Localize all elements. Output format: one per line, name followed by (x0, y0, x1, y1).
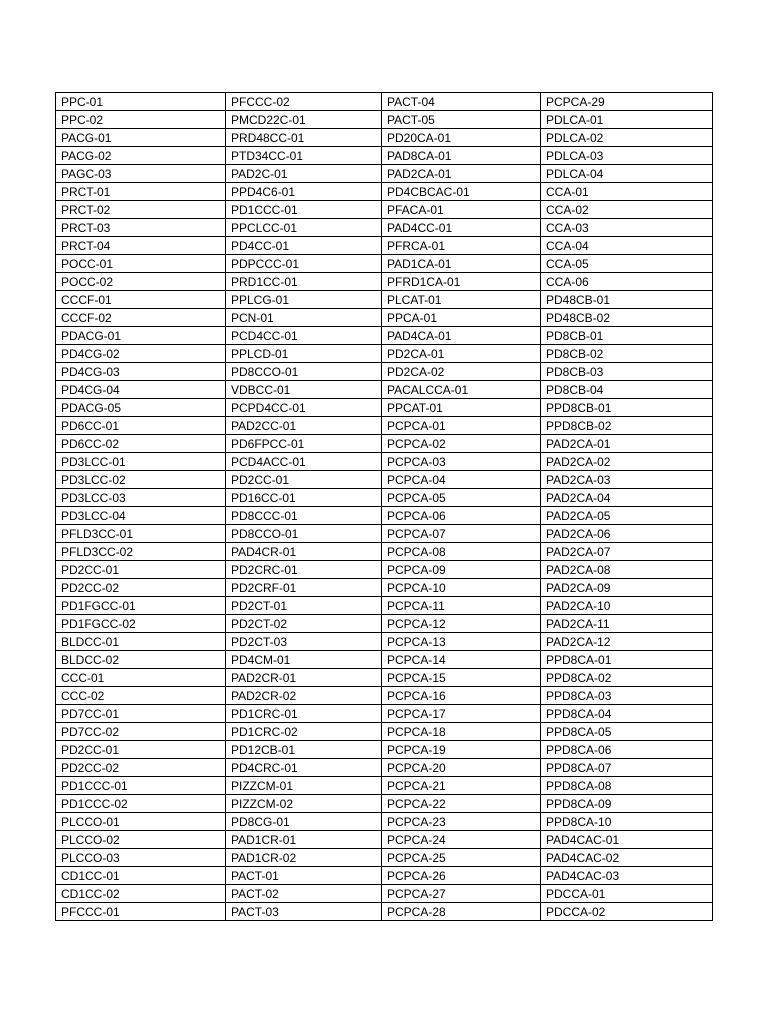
table-row (56, 165, 713, 183)
table-cell: PD2CC-01 (56, 561, 226, 579)
table-cell: PPD8CA-10 (541, 813, 713, 831)
table-cell: CCA-06 (541, 273, 713, 291)
table-cell: PPD8CA-09 (541, 795, 713, 813)
table-cell: PCPCA-04 (382, 471, 541, 489)
table-cell: PPCLCC-01 (226, 219, 382, 237)
table-cell: PD3LCC-02 (56, 471, 226, 489)
table-cell: PCPCA-05 (382, 489, 541, 507)
table-cell: PRCT-04 (56, 237, 226, 255)
table-cell: PD2CRF-01 (226, 579, 382, 597)
table-cell: PPD8CA-04 (541, 705, 713, 723)
table-cell: CCCF-02 (56, 309, 226, 327)
table-cell: PIZZCM-02 (226, 795, 382, 813)
table-cell: PDLCA-03 (541, 147, 713, 165)
table-row (56, 291, 713, 309)
table-cell: PAD1CR-01 (226, 831, 382, 849)
table-cell: PD8CCO-01 (226, 525, 382, 543)
table-row (56, 381, 713, 399)
table-cell: BLDCC-01 (56, 633, 226, 651)
table-cell: PCPCA-23 (382, 813, 541, 831)
table-cell: PAD2CA-10 (541, 597, 713, 615)
table-row (56, 795, 713, 813)
table-cell: PD4CBCAC-01 (382, 183, 541, 201)
table-cell: CCC-02 (56, 687, 226, 705)
table-cell: PCPCA-18 (382, 723, 541, 741)
table-cell: PAD4CC-01 (382, 219, 541, 237)
table-cell: PAD2CA-08 (541, 561, 713, 579)
table-row (56, 525, 713, 543)
table-cell: PRD48CC-01 (226, 129, 382, 147)
table-cell: PD48CB-02 (541, 309, 713, 327)
table-cell: PAD2CA-12 (541, 633, 713, 651)
table-cell: PPD8CA-07 (541, 759, 713, 777)
table-cell: PCPCA-25 (382, 849, 541, 867)
table-row (56, 651, 713, 669)
table-cell: PCPCA-03 (382, 453, 541, 471)
table-cell: PD2CT-02 (226, 615, 382, 633)
table-cell: PCPCA-02 (382, 435, 541, 453)
table-row (56, 561, 713, 579)
table-row (56, 471, 713, 489)
table-cell: CCA-04 (541, 237, 713, 255)
table-cell: PAGC-03 (56, 165, 226, 183)
table-cell: PCPCA-24 (382, 831, 541, 849)
table-cell: PAD2CA-06 (541, 525, 713, 543)
table-row (56, 687, 713, 705)
table-cell: PD8CB-01 (541, 327, 713, 345)
table-cell: PAD1CA-01 (382, 255, 541, 273)
table-cell: PFACA-01 (382, 201, 541, 219)
table-cell: PFCCC-01 (56, 903, 226, 921)
table-cell: PFRCA-01 (382, 237, 541, 255)
table-cell: PAD2CA-01 (382, 165, 541, 183)
table-cell: PD1CRC-01 (226, 705, 382, 723)
table-cell: PAD2CA-03 (541, 471, 713, 489)
table-cell: PD1CCC-01 (226, 201, 382, 219)
table-cell: PPD8CA-03 (541, 687, 713, 705)
table-cell: PCN-01 (226, 309, 382, 327)
table-cell: PCD4ACC-01 (226, 453, 382, 471)
table-row (56, 345, 713, 363)
table-cell: PAD2CA-07 (541, 543, 713, 561)
table-cell: PD2CC-01 (56, 741, 226, 759)
table-row (56, 579, 713, 597)
table-cell: PAD2CA-11 (541, 615, 713, 633)
table-cell: PCPD4CC-01 (226, 399, 382, 417)
table-cell: PPD4C6-01 (226, 183, 382, 201)
table-cell: PD8CB-03 (541, 363, 713, 381)
table-cell: PAD2CA-09 (541, 579, 713, 597)
table-row (56, 597, 713, 615)
table-row (56, 219, 713, 237)
table-cell: PD8CB-02 (541, 345, 713, 363)
table-cell: PCPCA-10 (382, 579, 541, 597)
table-cell: PFCCC-02 (226, 93, 382, 111)
table-cell: CCA-05 (541, 255, 713, 273)
table-row (56, 399, 713, 417)
table-cell: PACG-02 (56, 147, 226, 165)
table-cell: PCPCA-07 (382, 525, 541, 543)
table-cell: PLCAT-01 (382, 291, 541, 309)
table-row (56, 237, 713, 255)
table-cell: PFRD1CA-01 (382, 273, 541, 291)
table-cell: PPCA-01 (382, 309, 541, 327)
table-cell: CCA-02 (541, 201, 713, 219)
table-row (56, 885, 713, 903)
table-cell: PCPCA-17 (382, 705, 541, 723)
table-cell: PPD8CA-06 (541, 741, 713, 759)
table-cell: PD2CC-01 (226, 471, 382, 489)
table-row (56, 813, 713, 831)
table-cell: PCD4CC-01 (226, 327, 382, 345)
table-cell: PD2CRC-01 (226, 561, 382, 579)
table-cell: PD4CG-02 (56, 345, 226, 363)
table-row (56, 615, 713, 633)
table-cell: PD2CA-01 (382, 345, 541, 363)
table-cell: BLDCC-02 (56, 651, 226, 669)
table-cell: PD6FPCC-01 (226, 435, 382, 453)
table-cell: PDLCA-01 (541, 111, 713, 129)
table-cell: PAD4CA-01 (382, 327, 541, 345)
table-cell: PAD2CA-02 (541, 453, 713, 471)
table-cell: PCPCA-21 (382, 777, 541, 795)
table-cell: PCPCA-11 (382, 597, 541, 615)
table-cell: PD4CM-01 (226, 651, 382, 669)
table-cell: PCPCA-14 (382, 651, 541, 669)
table-cell: PCPCA-01 (382, 417, 541, 435)
table-cell: PDLCA-02 (541, 129, 713, 147)
table-row (56, 903, 713, 921)
table-cell: PDLCA-04 (541, 165, 713, 183)
table-cell: PD1CRC-02 (226, 723, 382, 741)
table-cell: PAD2CR-02 (226, 687, 382, 705)
table-cell: PD20CA-01 (382, 129, 541, 147)
table-cell: PPD8CB-01 (541, 399, 713, 417)
table-cell: PAD2CA-01 (541, 435, 713, 453)
table-cell: PD4CG-04 (56, 381, 226, 399)
table-row (56, 849, 713, 867)
table-cell: PMCD22C-01 (226, 111, 382, 129)
table-cell: PPC-02 (56, 111, 226, 129)
table-cell: PD8CB-04 (541, 381, 713, 399)
table-cell: PAD4CAC-03 (541, 867, 713, 885)
table-cell: PCPCA-12 (382, 615, 541, 633)
table-cell: PCPCA-28 (382, 903, 541, 921)
table-row (56, 255, 713, 273)
table-cell: PPC-01 (56, 93, 226, 111)
table-cell: POCC-02 (56, 273, 226, 291)
table-cell: PPCAT-01 (382, 399, 541, 417)
table-row (56, 327, 713, 345)
table-cell: PAD4CAC-02 (541, 849, 713, 867)
table-row (56, 489, 713, 507)
table-cell: PAD2CR-01 (226, 669, 382, 687)
table-cell: PCPCA-15 (382, 669, 541, 687)
table-cell: PD2CT-03 (226, 633, 382, 651)
table-cell: PLCCO-01 (56, 813, 226, 831)
table-cell: PCPCA-08 (382, 543, 541, 561)
table-row (56, 129, 713, 147)
table-row (56, 543, 713, 561)
table-cell: PCPCA-19 (382, 741, 541, 759)
table-cell: PACT-03 (226, 903, 382, 921)
table-row (56, 633, 713, 651)
table-cell: PD4CC-01 (226, 237, 382, 255)
table-cell: PD2CT-01 (226, 597, 382, 615)
table-cell: PCPCA-26 (382, 867, 541, 885)
table-row (56, 507, 713, 525)
table-cell: CCCF-01 (56, 291, 226, 309)
table-cell: POCC-01 (56, 255, 226, 273)
table-row (56, 705, 713, 723)
table-cell: PD3LCC-01 (56, 453, 226, 471)
table-cell: PD7CC-01 (56, 705, 226, 723)
table-row (56, 363, 713, 381)
table-row (56, 831, 713, 849)
table-row (56, 453, 713, 471)
table-cell: PD8CCO-01 (226, 363, 382, 381)
table-cell: PRCT-03 (56, 219, 226, 237)
table-cell: PAD1CR-02 (226, 849, 382, 867)
table-cell: PD1CCC-01 (56, 777, 226, 795)
table-cell: CCA-01 (541, 183, 713, 201)
table-cell: PAD4CR-01 (226, 543, 382, 561)
table-cell: CCC-01 (56, 669, 226, 687)
table-cell: PPD8CB-02 (541, 417, 713, 435)
table-cell: PTD34CC-01 (226, 147, 382, 165)
table-cell: PD2CC-02 (56, 759, 226, 777)
table-cell: PPLCG-01 (226, 291, 382, 309)
table-cell: PDACG-01 (56, 327, 226, 345)
table-cell: PD3LCC-03 (56, 489, 226, 507)
table-cell: PFLD3CC-01 (56, 525, 226, 543)
table-cell: PCPCA-16 (382, 687, 541, 705)
table-row (56, 759, 713, 777)
table-cell: CD1CC-02 (56, 885, 226, 903)
table-cell: PACG-01 (56, 129, 226, 147)
table-cell: PAD2C-01 (226, 165, 382, 183)
table-cell: PCPCA-27 (382, 885, 541, 903)
table-cell: PAD2CC-01 (226, 417, 382, 435)
table-row (56, 309, 713, 327)
table-cell: PRCT-02 (56, 201, 226, 219)
table-cell: PD7CC-02 (56, 723, 226, 741)
codes-table (55, 92, 713, 921)
table-cell: PACT-02 (226, 885, 382, 903)
table-cell: PD8CCC-01 (226, 507, 382, 525)
table-row (56, 723, 713, 741)
table-cell: PACALCCA-01 (382, 381, 541, 399)
table-cell: PACT-04 (382, 93, 541, 111)
table-row (56, 777, 713, 795)
table-cell: PDACG-05 (56, 399, 226, 417)
table-cell: PPD8CA-01 (541, 651, 713, 669)
table-row (56, 93, 713, 111)
table-cell: CCA-03 (541, 219, 713, 237)
table-row (56, 417, 713, 435)
table-row (56, 435, 713, 453)
table-cell: PLCCO-03 (56, 849, 226, 867)
table-row (56, 183, 713, 201)
table-cell: PACT-05 (382, 111, 541, 129)
table-cell: PD48CB-01 (541, 291, 713, 309)
table-cell: PD8CG-01 (226, 813, 382, 831)
table-cell: PCPCA-29 (541, 93, 713, 111)
table-cell: PCPCA-09 (382, 561, 541, 579)
table-cell: PDCCA-01 (541, 885, 713, 903)
table-cell: PCPCA-20 (382, 759, 541, 777)
table-row (56, 273, 713, 291)
table-cell: CD1CC-01 (56, 867, 226, 885)
table-cell: PIZZCM-01 (226, 777, 382, 795)
table-cell: PD12CB-01 (226, 741, 382, 759)
table-cell: PCPCA-13 (382, 633, 541, 651)
table-cell: PPD8CA-08 (541, 777, 713, 795)
table-cell: PDCCA-02 (541, 903, 713, 921)
table-cell: PD6CC-01 (56, 417, 226, 435)
table-cell: PFLD3CC-02 (56, 543, 226, 561)
codes-table-body (56, 93, 713, 921)
table-row (56, 147, 713, 165)
table-cell: PLCCO-02 (56, 831, 226, 849)
table-cell: PD2CC-02 (56, 579, 226, 597)
table-cell: PD1FGCC-01 (56, 597, 226, 615)
table-cell: PD16CC-01 (226, 489, 382, 507)
table-cell: PCPCA-06 (382, 507, 541, 525)
table-cell: PAD4CAC-01 (541, 831, 713, 849)
table-cell: VDBCC-01 (226, 381, 382, 399)
table-cell: PD2CA-02 (382, 363, 541, 381)
table-cell: PD1CCC-02 (56, 795, 226, 813)
table-cell: PD1FGCC-02 (56, 615, 226, 633)
table-row (56, 669, 713, 687)
table-cell: PRD1CC-01 (226, 273, 382, 291)
table-cell: PCPCA-22 (382, 795, 541, 813)
table-row (56, 741, 713, 759)
table-cell: PPD8CA-05 (541, 723, 713, 741)
table-cell: PD3LCC-04 (56, 507, 226, 525)
table-cell: PD4CG-03 (56, 363, 226, 381)
table-row (56, 111, 713, 129)
table-cell: PD6CC-02 (56, 435, 226, 453)
table-cell: PPD8CA-02 (541, 669, 713, 687)
table-cell: PDPCCC-01 (226, 255, 382, 273)
table-cell: PAD2CA-05 (541, 507, 713, 525)
table-row (56, 867, 713, 885)
table-cell: PAD2CA-04 (541, 489, 713, 507)
table-cell: PD4CRC-01 (226, 759, 382, 777)
table-cell: PPLCD-01 (226, 345, 382, 363)
table-cell: PRCT-01 (56, 183, 226, 201)
table-row (56, 201, 713, 219)
table-cell: PAD8CA-01 (382, 147, 541, 165)
table-cell: PACT-01 (226, 867, 382, 885)
